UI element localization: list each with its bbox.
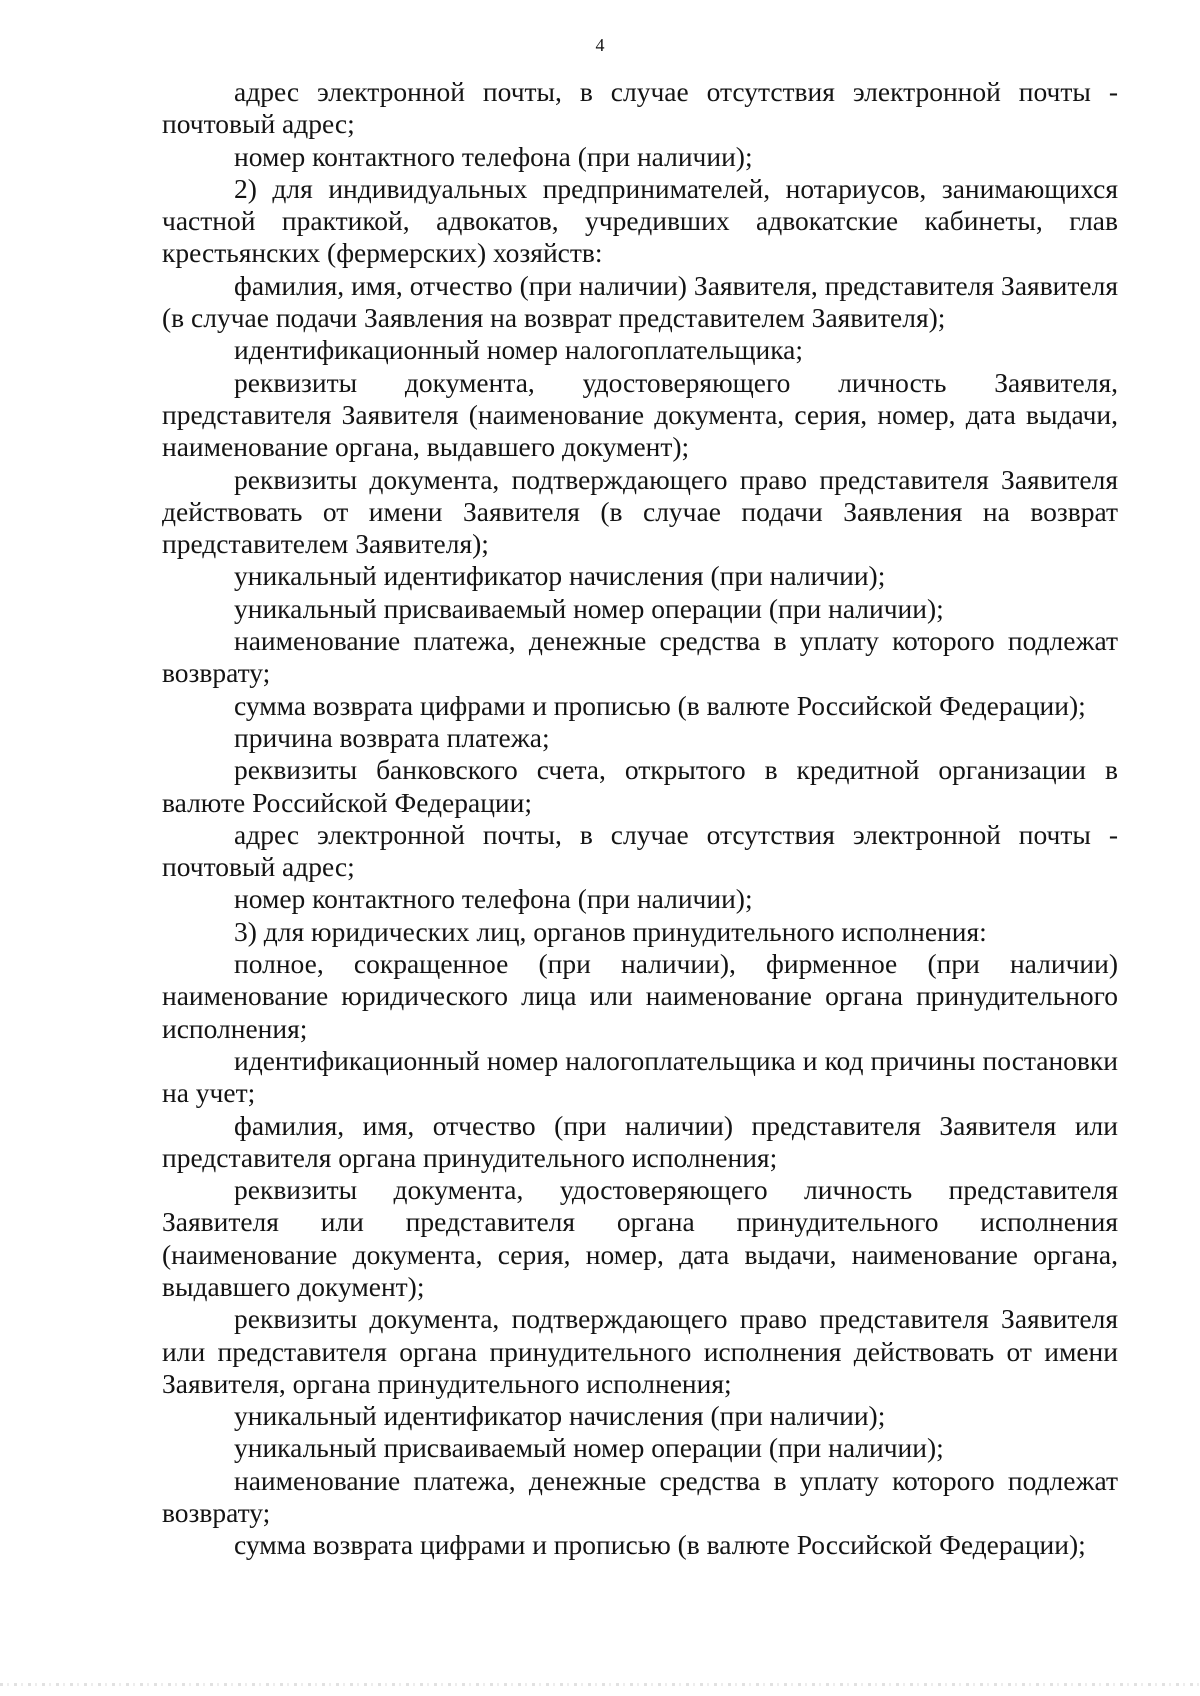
paragraph-contact-phone: номер контактного телефона (при наличии); [234, 140, 753, 172]
paragraph-authority-document: реквизиты документа, подтверждающего право представителя Заявителя или представителя органа принудительного исполнения действовать от имени Заявителя, органа принудительного исполнения; [162, 1303, 1118, 1399]
paragraph-identity-document: реквизиты документа, удостоверяющего личность Заявителя, представителя Заявителя (наименование документа, серия, номер, дата выдачи, наименование органа, выдавшего документ); [162, 366, 1118, 463]
paragraph-identity-document: реквизиты документа, удостоверяющего личность представителя Заявителя или представителя органа принудительного исполнения (наименование документа, серия, номер, дата выдачи, наименование органа, выдавшего документ); [162, 1174, 1118, 1302]
paragraph-payment-name: наименование платежа, денежные средства в уплату которого подлежат возврату; [162, 1464, 1118, 1529]
paragraph-representative-name: фамилия, имя, отчество (при наличии) представителя Заявителя или представителя органа принудительного исполнения; [162, 1109, 1118, 1173]
document-body [162, 76, 1118, 1562]
paragraph-section-3-heading: 3) для юридических лиц, органов принудительного исполнения: [234, 915, 987, 947]
paragraph-taxpayer-id: идентификационный номер налогоплательщика; [234, 334, 804, 366]
paragraph-authority-document: реквизиты документа, подтверждающего право представителя Заявителя действовать от имени Заявителя (в случае подачи Заявления на возврат представителем Заявителя); [162, 463, 1118, 560]
paragraph-taxpayer-id-and-kpp: идентификационный номер налогоплательщика и код причины постановки на учет; [162, 1044, 1118, 1109]
paragraph-email-address: адрес электронной почты, в случае отсутствия электронной почты - почтовый адрес; [162, 818, 1118, 883]
scan-edge-artifact [0, 1683, 1200, 1686]
paragraph-section-2-heading: 2) для индивидуальных предпринимателей, нотариусов, занимающихся частной практикой, адвокатов, учредивших адвокатские кабинеты, глав крестьянских (фермерских) хозяйств: [162, 172, 1118, 269]
paragraph-bank-account: реквизиты банковского счета, открытого в кредитной организации в валюте Российской Федерации; [162, 754, 1118, 818]
paragraph-charge-id: уникальный идентификатор начисления (при наличии); [234, 1400, 886, 1432]
paragraph-payment-name: наименование платежа, денежные средства в уплату которого подлежат возврату; [162, 625, 1118, 689]
paragraph-email-address: адрес электронной почты, в случае отсутствия электронной почты - почтовый адрес; [162, 76, 1118, 140]
paragraph-refund-amount: сумма возврата цифрами и прописью (в валюте Российской Федерации); [234, 689, 1086, 721]
paragraph-refund-reason: причина возврата платежа; [234, 721, 550, 753]
page-number: 4 [595, 35, 605, 55]
paragraph-full-name: фамилия, имя, отчество (при наличии) Заявителя, представителя Заявителя (в случае подачи Заявления на возврат представителем Заявителя); [162, 269, 1118, 334]
paragraph-operation-number: уникальный присваиваемый номер операции (при наличии); [234, 592, 944, 624]
paragraph-operation-number: уникальный присваиваемый номер операции (при наличии); [234, 1432, 944, 1464]
paragraph-organization-name: полное, сокращенное (при наличии), фирменное (при наличии) наименование юридического лица или наименование органа принудительного исполнения; [162, 948, 1118, 1044]
paragraph-contact-phone: номер контактного телефона (при наличии); [234, 883, 753, 915]
paragraph-charge-id: уникальный идентификатор начисления (при наличии); [234, 560, 886, 592]
paragraph-refund-amount: сумма возврата цифрами и прописью (в валюте Российской Федерации); [234, 1529, 1086, 1561]
